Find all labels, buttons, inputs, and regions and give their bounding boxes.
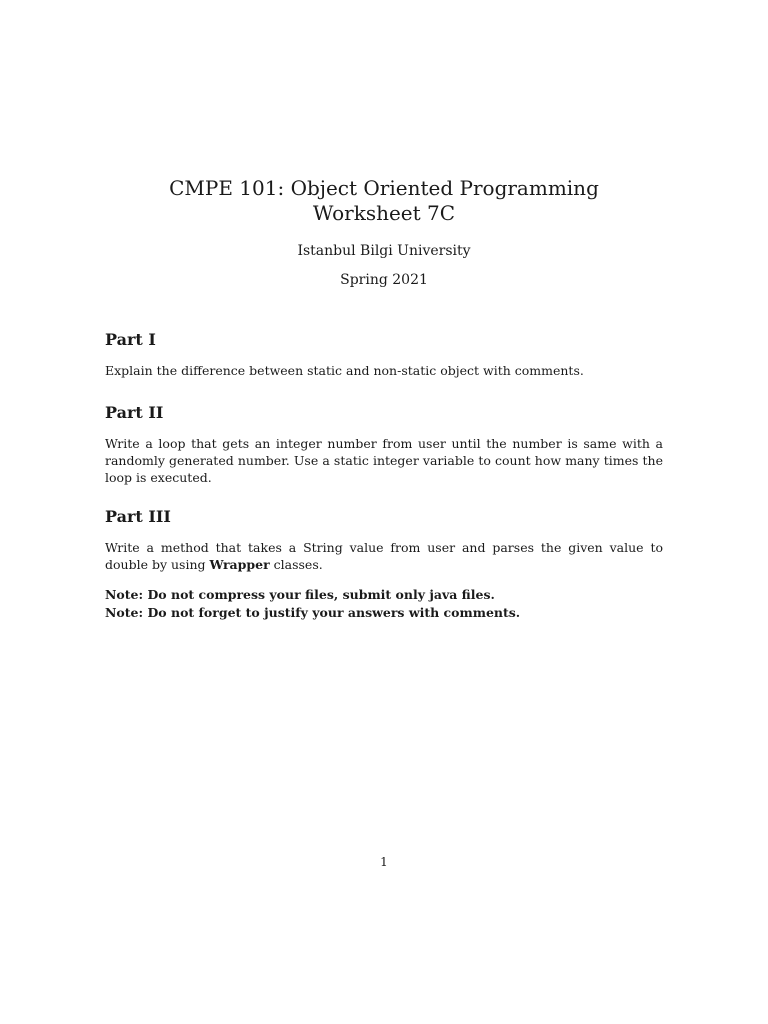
note-justify: Note: Do not forget to justify your answers with comments. <box>105 605 521 620</box>
part-2-section <box>105 403 663 486</box>
notes-section <box>105 586 663 622</box>
page-number: 1 <box>380 855 388 869</box>
part-1-section <box>105 330 663 379</box>
note-compress: Note: Do not compress your files, submit only java files. <box>105 587 495 602</box>
part-3-heading: Part III <box>105 507 171 526</box>
part-2-heading: Part II <box>105 403 164 422</box>
part-1-text: Explain the difference between static and non-static object with comments. <box>105 363 584 378</box>
institution-name: Istanbul Bilgi University <box>297 243 471 259</box>
part-3-text-bold: Wrapper <box>209 557 270 572</box>
part-3-text-after: classes. <box>269 557 323 572</box>
part-3-text-before: Write a method that takes a String value from user and parses the given value to double by using <box>105 540 663 572</box>
part-2-text: Write a loop that gets an integer number from user until the number is same with a randomly generated number. Use a static integer variable to count how many times the loop is executed. <box>105 436 663 485</box>
part-3-text <box>105 539 663 573</box>
term-label: Spring 2021 <box>340 272 428 288</box>
course-title: CMPE 101: Object Oriented Programming <box>169 176 599 200</box>
part-1-heading: Part I <box>105 330 156 349</box>
part-3-section <box>105 507 663 573</box>
title-block <box>0 176 768 289</box>
worksheet-title: Worksheet 7C <box>312 201 456 225</box>
